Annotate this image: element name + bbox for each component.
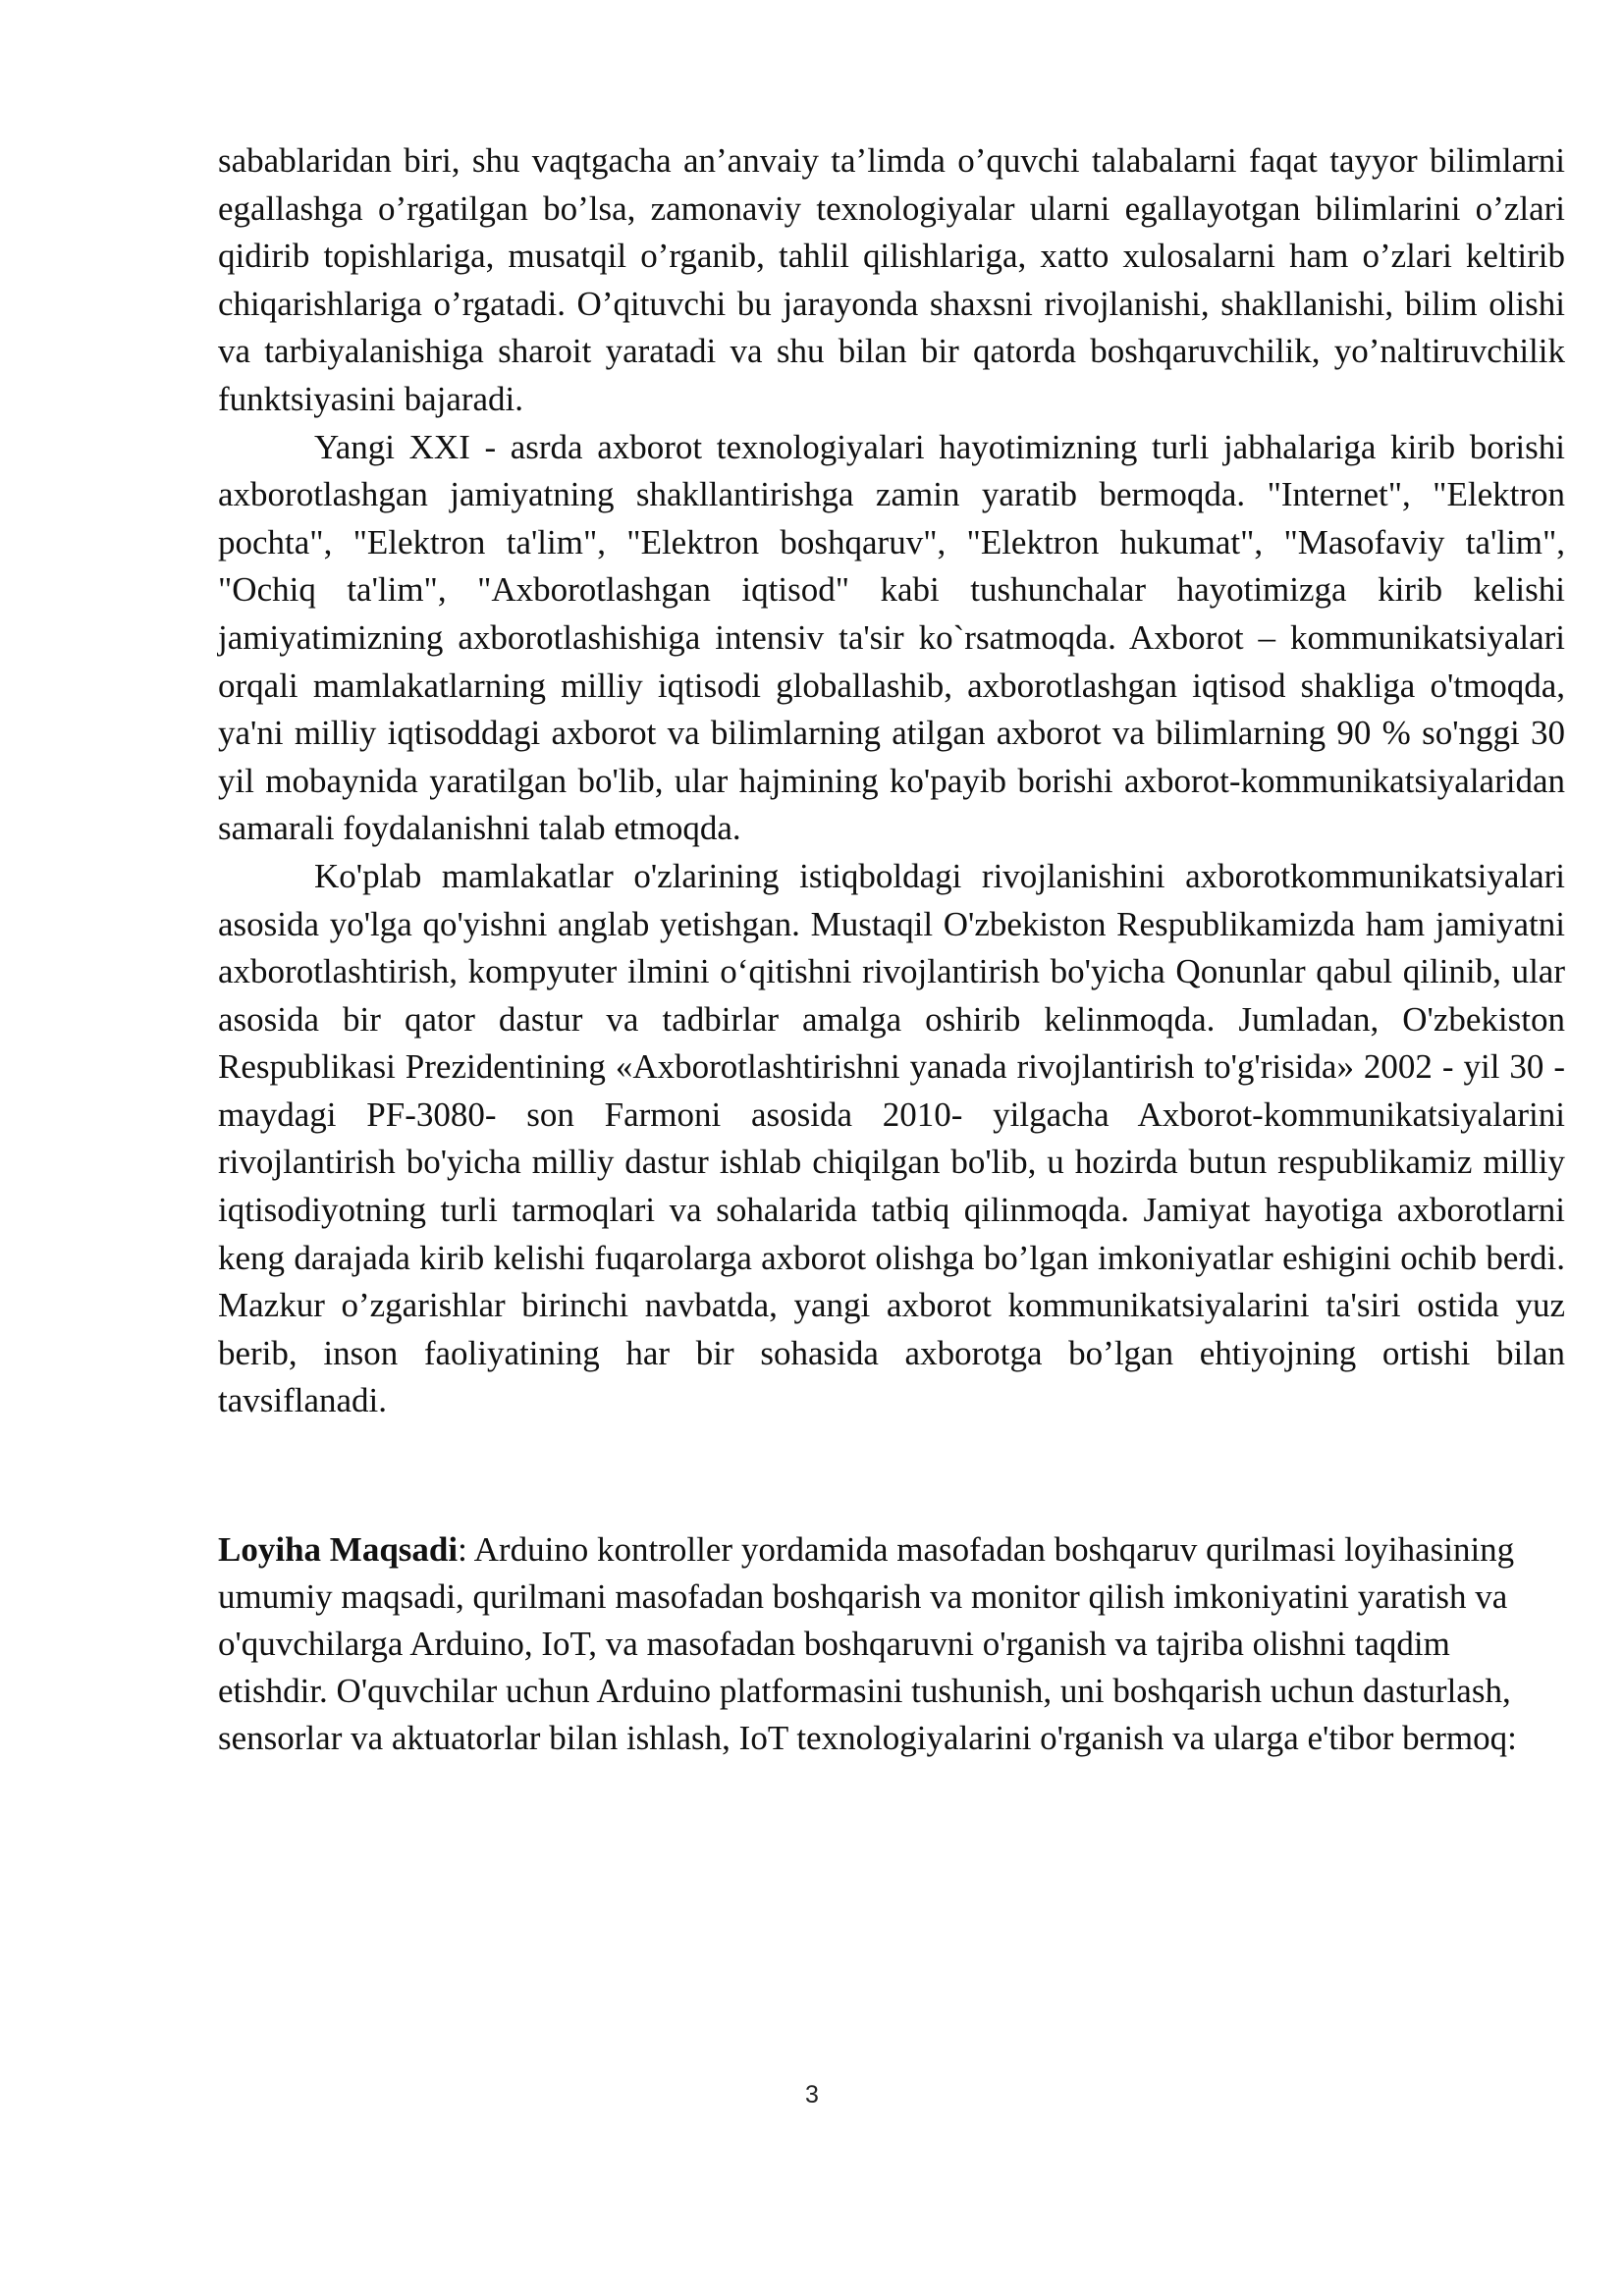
paragraph-3: Ko'plab mamlakatlar o'zlarining istiqboldagi rivojlanishini axborotkommunikatsiyalari asosida yo'lga qo'yishni anglab yetishgan. Mustaqil O'zbekiston Respublikamizda ham jamiyatni axborotlashtirish, kompyuter ilmini o‘qitishni rivojlantirish bo'yicha Qonunlar qabul qilinib, ular asosida bir qator dastur va tadbirlar amalga oshirib kelinmoqda. Jumladan, O'zbekiston Respublikasi Prezidentining «Axborotlashtirishni yanada rivojlantirish to'g'risida» 2002 - yil 30 - maydagi PF-3080- son Farmoni asosida 2010- yilgacha Axborot-kommunikatsiyalarini rivojlantirish bo'yicha milliy dastur ishlab chiqilgan bo'lib, u hozirda butun respublikamiz milliy iqtisodiyotning turli tarmoqlari va sohalarida tatbiq qilinmoqda. Jamiyat hayotiga axborotlarni keng darajada kirib kelishi fuqarolarga axborot olishga bo’lgan imkoniyatlar eshigini ochib berdi. Mazkur o’zgarishlar birinchi navbatda, yangi axborot kommunikatsiyalarini ta'siri ostida yuz berib, inson faoliyatining har bir sohasida axborotga bo’lgan ehtiyojning ortishi bilan tavsiflanadi.: [218, 856, 1565, 1420]
project-goal-paragraph: [218, 1526, 1565, 1762]
project-goal-label: Loyiha Maqsadi: [218, 1530, 459, 1570]
paragraph-2: Yangi XXI - asrda axborot texnologiyalari hayotimizning turli jabhalariga kirib borishi axborotlashgan jamiyatning shakllantirishga zamin yaratib bermoqda. "Internet", "Elektron pochta", "Elektron ta'lim", "Elektron boshqaruv", "Elektron hukumat", "Masofaviy ta'lim", "Ochiq ta'lim", "Axborotlashgan iqtisod" kabi tushunchalar hayotimizga kirib kelishi jamiyatimizning axborotlashishiga intensiv ta'sir ko`rsatmoqda. Axborot – kommunikatsiyalari orqali mamlakatlarning milliy iqtisodi globallashib, axborotlashgan iqtisod shakliga o'tmoqda, ya'ni milliy iqtisoddagi axborot va bilimlarning atilgan axborot va bilimlarning 90 % so'nggi 30 yil mobaynida yaratilgan bo'lib, ular hajmining ko'payib borishi axborot-kommunikatsiyalaridan samarali foydalanishni talab etmoqda.: [218, 427, 1565, 848]
page-number: 3: [805, 2081, 819, 2109]
document-page: [218, 137, 1565, 1762]
project-goal-text: : Arduino kontroller yordamida masofadan boshqaruv qurilmasi loyihasining umumiy maqsadi, qurilmani masofadan boshqarish va monitor qilish imkoniyatini yaratish va o'quvchilarga Arduino, IoT, va masofadan boshqaruvni o'rganish va tajriba olishni taqdim etishdir. O'quvchilar uchun Arduino platformasini tushunish, uni boshqarish uchun dasturlash, sensorlar va aktuatorlar bilan ishlash, IoT texnologiyalarini o'rganish va ularga e'tibor bermoq:: [218, 1530, 1517, 1758]
paragraph-1: sabablaridan biri, shu vaqtgacha an’anvaiy ta’limda o’quvchi talabalarni faqat tayyor bilimlarni egallashga o’rgatilgan bo’lsa, zamonaviy texnologiyalar ularni egallayotgan bilimlarini o’zlari qidirib topishlariga, musatqil o’rganib, tahlil qilishlariga, xatto xulosalarni ham o’zlari keltirib chiqarishlariga o’rgatadi. O’qituvchi bu jarayonda shaxsni rivojlanishi, shakllanishi, bilim olishi va tarbiyalanishiga sharoit yaratadi va shu bilan bir qatorda boshqaruvchilik, yo’naltiruvchilik funktsiyasini bajaradi.: [218, 141, 1565, 418]
